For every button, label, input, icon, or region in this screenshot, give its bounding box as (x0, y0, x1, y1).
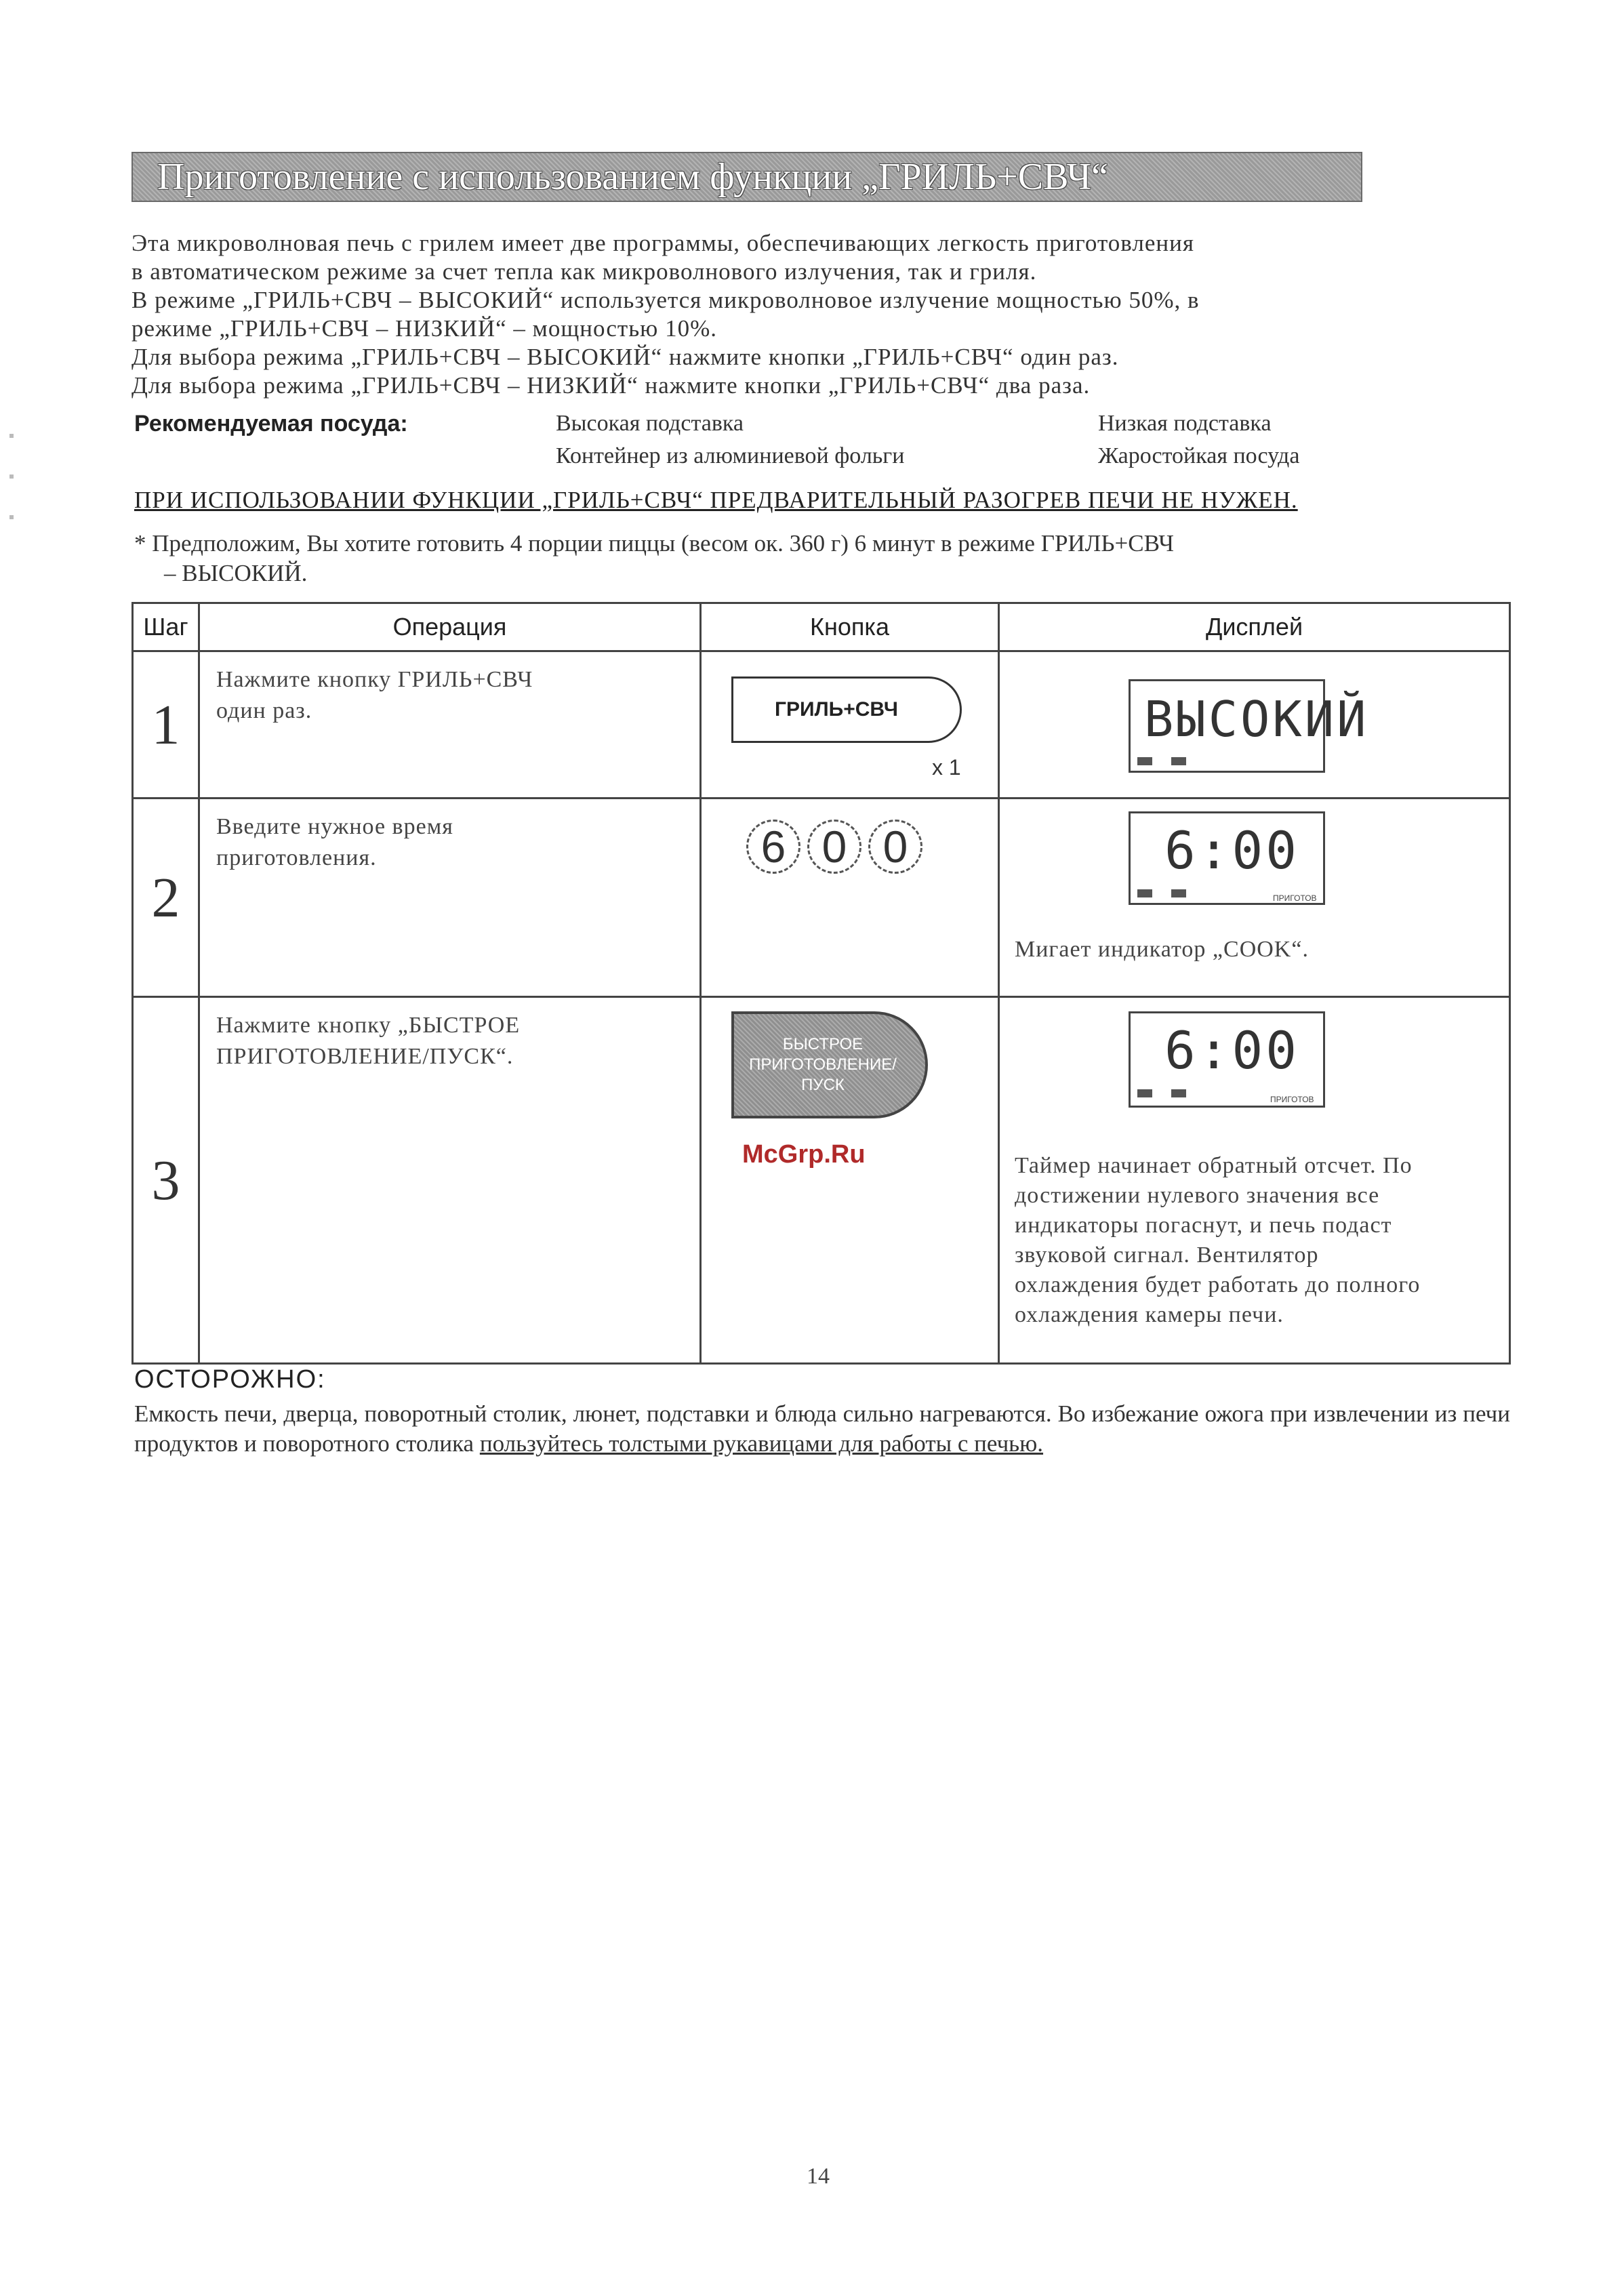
intro-paragraph (131, 229, 1419, 400)
table-row (133, 651, 1510, 799)
cook-indicator: ПРИГОТОВ (1273, 893, 1317, 903)
table-row (133, 997, 1510, 1364)
recommended-item: Контейнер из алюминиевой фольги (556, 443, 905, 468)
intro-line: Для выбора режима „ГРИЛЬ+СВЧ – НИЗКИЙ“ нажмите кнопки „ГРИЛЬ+СВЧ“ два раза. (131, 372, 1091, 399)
digit-key-0[interactable]: 0 (807, 820, 861, 874)
steps-table (131, 602, 1511, 1365)
step-button-cell (701, 799, 999, 997)
table-row (133, 799, 1510, 997)
lcd-display (1129, 679, 1369, 773)
step-button-cell (701, 651, 999, 799)
step-operation (199, 997, 701, 1364)
step-operation (199, 651, 701, 799)
cook-indicator: ПРИГОТОВ (1270, 1095, 1314, 1104)
table-header-row (133, 603, 1510, 651)
grill-microwave-button[interactable]: ГРИЛЬ+СВЧ (731, 676, 962, 743)
lcd-text: 6:00 (1164, 1020, 1300, 1080)
digit-key-0[interactable]: 0 (868, 820, 922, 874)
grill-indicator-icon (1171, 889, 1186, 897)
step-number: 1 (133, 651, 199, 799)
intro-line: В режиме „ГРИЛЬ+СВЧ – ВЫСОКИЙ“ используется микроволновое излучение мощностью 50%, в (131, 287, 1200, 313)
intro-line: Для выбора режима „ГРИЛЬ+СВЧ – ВЫСОКИЙ“ нажмите кнопки „ГРИЛЬ+СВЧ“ один раз. (131, 344, 1119, 370)
header-button: Кнопка (701, 603, 999, 651)
display-note (1015, 1151, 1489, 1330)
display-note-line: Таймер начинает обратный отсчет. По (1015, 1153, 1413, 1178)
recommended-label: Рекомендуемая посуда: (134, 411, 408, 437)
operation-line: Нажмите кнопку ГРИЛЬ+СВЧ (216, 667, 533, 692)
press-count: x 1 (932, 755, 961, 780)
header-operation: Операция (199, 603, 701, 651)
caution-text (134, 1399, 1510, 1459)
display-note-line: охлаждения камеры печи. (1015, 1302, 1284, 1327)
grill-indicator-icon (1171, 1089, 1186, 1097)
display-note: Мигает индикатор „COOK“. (1015, 937, 1309, 962)
display-note-line: достижении нулевого значения все (1015, 1183, 1380, 1208)
example-line: – ВЫСОКИЙ. (164, 560, 308, 586)
caution-plain: Емкость печи, дверца, поворотный столик, люнет, подставки и блюда сильно нагреваются. Во избежание ожога при извлечении из печи продуктов и поворотного столика (134, 1400, 1510, 1457)
display-note-line: звуковой сигнал. Вентилятор (1015, 1242, 1319, 1268)
example-text (134, 529, 1422, 588)
caution-underlined: пользуйтесь толстыми рукавицами для работы с печью. (479, 1430, 1044, 1457)
recommended-item: Жаростойкая посуда (1098, 443, 1300, 468)
operation-line: Нажмите кнопку „БЫСТРОЕ (216, 1013, 521, 1038)
example-line: * Предположим, Вы хотите готовить 4 порции пиццы (весом ок. 360 г) 6 минут в режиме ГРИЛЬ+СВЧ (134, 530, 1174, 557)
intro-line: режиме „ГРИЛЬ+СВЧ – НИЗКИЙ“ – мощностью 10%. (131, 315, 717, 342)
intro-line: Эта микроволновая печь с грилем имеет две программы, обеспечивающих легкость приготовления (131, 230, 1194, 256)
number-keys (746, 820, 922, 874)
display-note-line: охлаждения будет работать до полного (1015, 1272, 1421, 1297)
watermark: McGrp.Ru (742, 1140, 866, 1169)
preheat-notice: ПРИ ИСПОЛЬЗОВАНИИ ФУНКЦИИ „ГРИЛЬ+СВЧ“ ПРЕДВАРИТЕЛЬНЫЙ РАЗОГРЕВ ПЕЧИ НЕ НУЖЕН. (134, 487, 1298, 513)
grill-indicator-icon (1171, 757, 1186, 765)
page-number: 14 (807, 2164, 830, 2189)
digit-key-6[interactable]: 6 (746, 820, 800, 874)
intro-line: в автоматическом режиме за счет тепла как микроволнового излучения, так и гриля. (131, 258, 1037, 285)
margin-mark (9, 434, 14, 438)
step-display-cell (999, 997, 1510, 1364)
header-step: Шаг (133, 603, 199, 651)
operation-line: приготовления. (216, 845, 377, 870)
margin-mark (9, 474, 14, 479)
recommended-item: Высокая подставка (556, 411, 744, 436)
operation-line: Введите нужное время (216, 814, 453, 839)
display-note-line: индикаторы погаснут, и печь подаст (1015, 1213, 1392, 1238)
lcd-display (1129, 1011, 1325, 1108)
quick-cook-start-button[interactable] (731, 1011, 928, 1118)
microwave-indicator-icon (1137, 889, 1152, 897)
caution-title: ОСТОРОЖНО: (134, 1365, 326, 1394)
lcd-text: 6:00 (1164, 820, 1300, 881)
step-number: 3 (133, 997, 199, 1364)
microwave-indicator-icon (1137, 757, 1152, 765)
microwave-indicator-icon (1137, 1089, 1152, 1097)
step-display-cell (999, 799, 1510, 997)
page-title: Приготовление с использованием функции „ГРИЛЬ+СВЧ“ (131, 152, 1362, 202)
lcd-display (1129, 811, 1325, 905)
lcd-text: ВЫСОКИЙ (1144, 691, 1369, 748)
margin-mark (9, 515, 14, 519)
start-button-line: БЫСТРОЕ (782, 1035, 864, 1053)
step-button-cell (701, 997, 999, 1364)
start-button-line: ПРИГОТОВЛЕНИЕ/ (749, 1055, 897, 1074)
operation-line: ПРИГОТОВЛЕНИЕ/ПУСК“. (216, 1044, 514, 1069)
step-number: 2 (133, 799, 199, 997)
start-button-line: ПУСК (801, 1076, 845, 1094)
operation-line: один раз. (216, 698, 312, 723)
recommended-item: Низкая подставка (1098, 411, 1272, 436)
step-operation (199, 799, 701, 997)
header-display: Дисплей (999, 603, 1510, 651)
step-display-cell (999, 651, 1510, 799)
